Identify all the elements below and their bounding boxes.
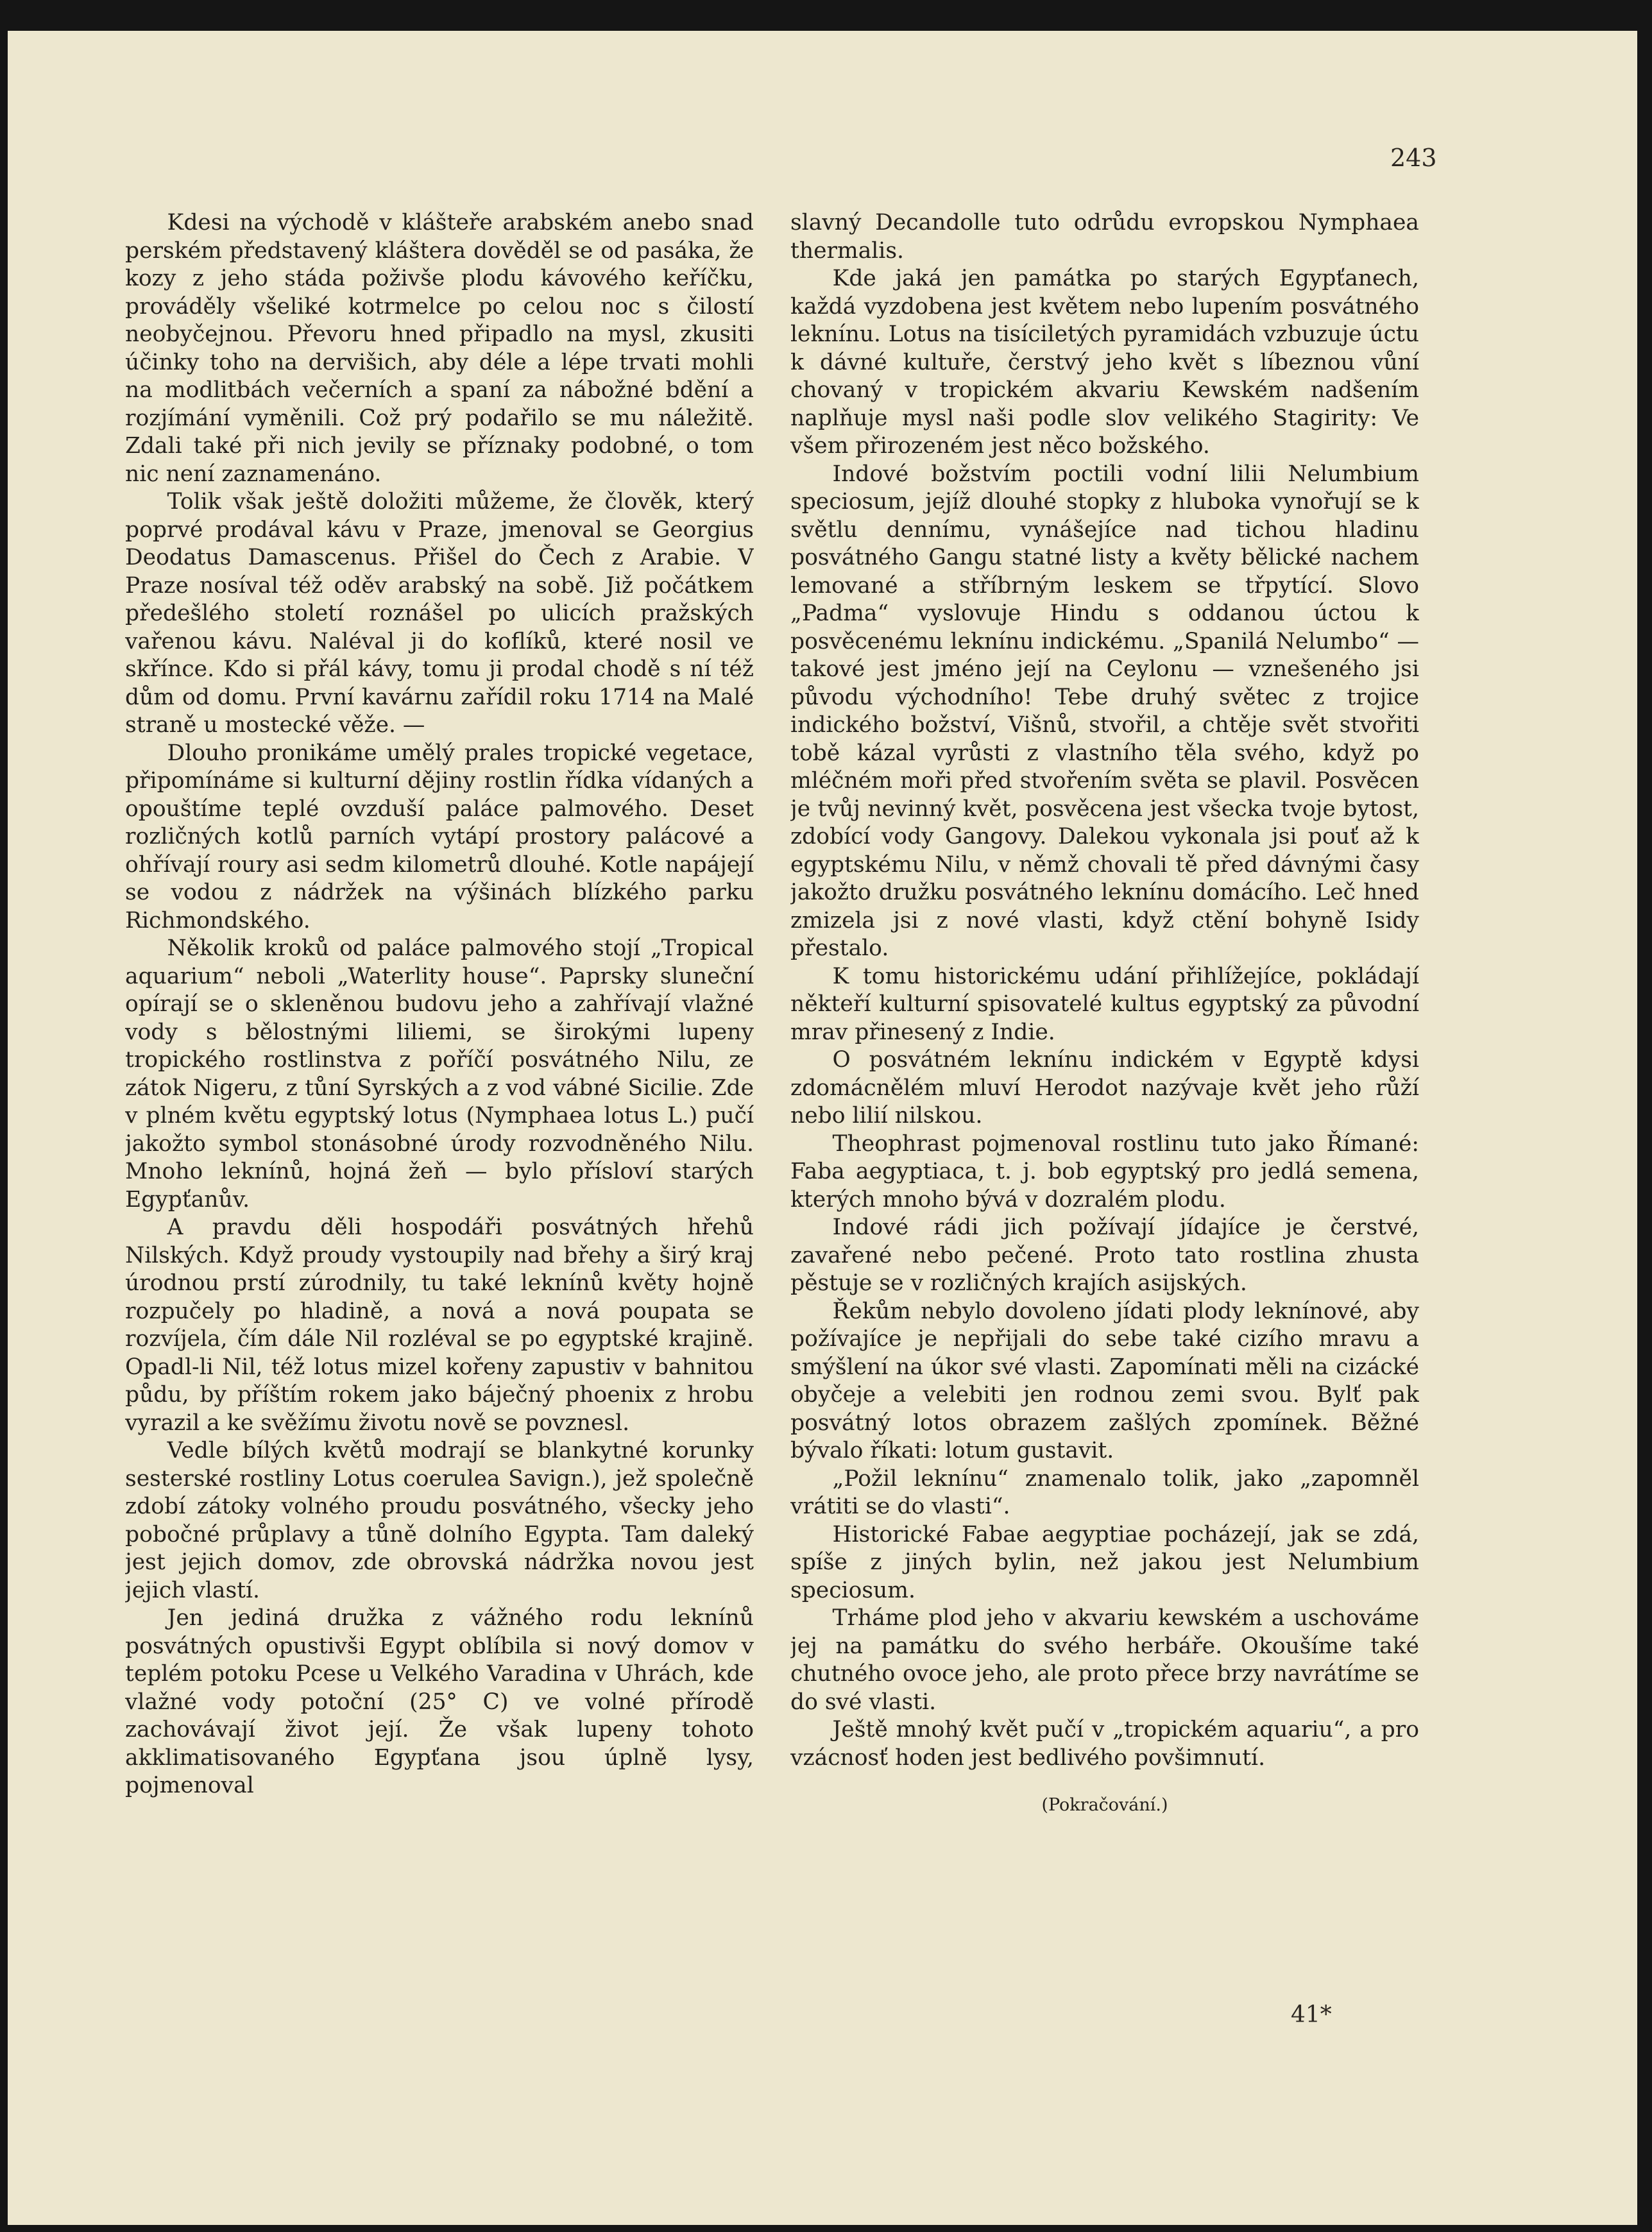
paragraph: Řekům nebylo dovoleno jídati plody leknínové, aby požívajíce je nepřijali do sebe také cizího mravu a smýšlení na úkor své vlasti. Zapomínati měli na cizácké obyčeje a velebiti jen rodnou zemi svou. Bylť pak posvátný lotos obrazem zašlých zpomínek. Běžné bývalo říkati: lotum gustavit. xyxy=(790,1298,1419,1463)
paragraph: Kde jaká jen památka po starých Egypťanech, každá vyzdobena jest květem nebo lupením posvátného leknínu. Lotus na tisíciletých pyramidách vzbuzuje úctu k dávné kultuře, čerstvý jeho květ s líbeznou vůní chovaný v tropickém akvariu Kewském nadšením naplňuje mysl naši podle slov velikého Stagirity: Ve všem přirozeném jest něco božského. xyxy=(790,266,1419,459)
signature-mark: 41* xyxy=(1291,2002,1332,2028)
paragraph: Indové božstvím poctili vodní lilii Nelumbium speciosum, jejíž dlouhé stopky z hluboka vynořují se k světlu dennímu, vynášejíce nad tichou hladinu posvátného Gangu statné listy a květy bělické nachem lemované a stříbrným leskem se třpytící. Slovo „Padma“ vyslovuje Hindu s oddanou úctou k posvěcenému leknínu indickému. „Spanilá Nelumbo“ — takové jest jméno její na Ceylonu — vznešeného jsi původu východního! Tebe druhý světec z trojice indického božství, Višnů, stvořil, a chtěje svět stvořiti tobě kázal vyrůsti z vlastního těla svého, když po mléčném moři před stvořením světa se plavil. Posvěcen je tvůj nevinný květ, posvěcena jest všecka tvoje bytost, zdobící vody Gangovy. Dalekou vykonala jsi pouť až k egyptskému Nilu, v němž chovali tě před dávnými časy jakožto družku posvátného leknínu domácího. Leč hned zmizela jsi z nové vlasti, když ctění bohyně Isidy přestalo. xyxy=(790,461,1419,961)
paragraph: „Požil leknínu“ znamenalo tolik, jako „zapomněl vrátiti se do vlasti“. xyxy=(790,1465,1419,1519)
paragraph: Ještě mnohý květ pučí v „tropickém aquariu“, a pro vzácnosť hoden jest bedlivého povšimnutí. xyxy=(790,1717,1419,1771)
paragraph: Historické Fabae aegyptiae pocházejí, jak se zdá, spíše z jiných bylin, než jakou jest Nelumbium speciosum. xyxy=(790,1521,1419,1603)
paragraph: K tomu historickému udání přihlížejíce, pokládají někteří kulturní spisovatelé kultus egyptský za původní mrav přinesený z Indie. xyxy=(790,963,1419,1045)
continuation-note: (Pokračování.) xyxy=(1041,1795,1168,1815)
paragraph: A pravdu děli hospodáři posvátných hřehů Nilských. Když proudy vystoupily nad břehy a širý kraj úrodnou prstí zúrodnily, tu také leknínů květy hojně rozpučely po hladině, a nová a nová poupata se rozvíjela, čím dále Nil rozléval se po egyptské krajině. Opadl-li Nil, též lotus mizel kořeny zapustiv v bahnitou půdu, by příštím rokem jako báječný phoenix z hrobu vyrazil a ke svěžímu životu nově se povznesl. xyxy=(125,1214,754,1436)
paragraph: Jen jediná družka z vážného rodu leknínů posvátných opustivši Egypt oblíbila si nový domov v teplém potoku Pcese u Velkého Varadina v Uhrách, kde vlažné vody potoční (25° C) ve volné přírodě zachovávají život její. Že však lupeny tohoto akklimatisovaného Egypťana jsou úplně lysy, pojmenoval xyxy=(125,1605,754,1798)
right-column xyxy=(790,209,1419,1877)
paragraph: O posvátném leknínu indickém v Egyptě kdysi zdomácnělém mluví Herodot nazývaje květ jeho růží nebo lilií nilskou. xyxy=(790,1047,1419,1129)
paragraph: Tolik však ještě doložiti můžeme, že člověk, který poprvé prodával kávu v Praze, jmenoval se Georgius Deodatus Damascenus. Přišel do Čech z Arabie. V Praze nosíval též oděv arabský na sobě. Již počátkem předešlého století roznášel po ulicích pražských vařenou kávu. Naléval ji do koflíků, které nosil ve skřínce. Kdo si přál kávy, tomu ji prodal chodě s ní též dům od domu. První kavárnu zařídil roku 1714 na Malé straně u mostecké věže. — xyxy=(125,489,754,738)
left-column xyxy=(125,209,754,1877)
paragraph: Několik kroků od paláce palmového stojí „Tropical aquarium“ neboli „Waterlity house“. Paprsky sluneční opírají se o skleněnou budovu jeho a zahřívají vlažné vody s bělostnými liliemi, se širokými lupeny tropického rostlinstva z poříčí posvátného Nilu, ze zátok Nigeru, z tůní Syrských a z vod vábné Sicilie. Zde v plném květu egyptský lotus (Nymphaea lotus L.) pučí jakožto symbol stonásobné úrody rozvodněného Nilu. Mnoho leknínů, hojná žeň — bylo přísloví starých Egypťanův. xyxy=(125,935,754,1213)
book-page xyxy=(8,31,1637,2225)
paragraph: Theophrast pojmenoval rostlinu tuto jako Římané: Faba aegyptiaca, t. j. bob egyptský pro jedlá semena, kterých mnoho bývá v dozralém plodu. xyxy=(790,1130,1419,1213)
paragraph: Kdesi na východě v klášteře arabském anebo snad perském představený kláštera dověděl se od pasáka, že kozy z jeho stáda poživše plodu kávového keříčku, prováděly všeliké kotrmelce po celou noc s čilostí neobyčejnou. Převoru hned připadlo na mysl, zkusiti účinky toho na dervišich, aby déle a lépe trvati mohli na modlitbách večerních a spaní za nábožné bdění a rozjímání vyměnili. Což prý podařilo se mu náležitě. Zdali také při nich jevily se příznaky podobné, o tom nic není zaznamenáno. xyxy=(125,210,754,487)
paragraph: Vedle bílých květů modrají se blankytné korunky sesterské rostliny Lotus coerulea Savign.), jež společně zdobí zátoky volného proudu posvátného, všecky jeho pobočné průplavy a tůně dolního Egypta. Tam daleký jest jejich domov, zde obrovská nádržka novou jest jejich vlastí. xyxy=(125,1438,754,1603)
paragraph: Trháme plod jeho v akvariu kewském a uschováme jej na památku do svého herbáře. Okoušíme také chutného ovoce jeho, ale proto přece brzy navrátíme se do své vlasti. xyxy=(790,1605,1419,1715)
paragraph: Dlouho pronikáme umělý prales tropické vegetace, připomínáme si kulturní dějiny rostlin řídka vídaných a opouštíme teplé ovzduší paláce palmového. Deset rozličných kotlů parních vytápí prostory palácové a ohřívají roury asi sedm kilometrů dlouhé. Kotle napájejí se vodou z nádržek na výšinách blízkého parku Richmondského. xyxy=(125,740,754,933)
paragraph: slavný Decandolle tuto odrůdu evropskou Nymphaea thermalis. xyxy=(790,210,1419,264)
paragraph: Indové rádi jich požívají jídajíce je čerstvé, zavařené nebo pečené. Proto tato rostlina zhusta pěstuje se v rozličných krajích asijských. xyxy=(790,1214,1419,1296)
page-number: 243 xyxy=(1390,144,1437,172)
